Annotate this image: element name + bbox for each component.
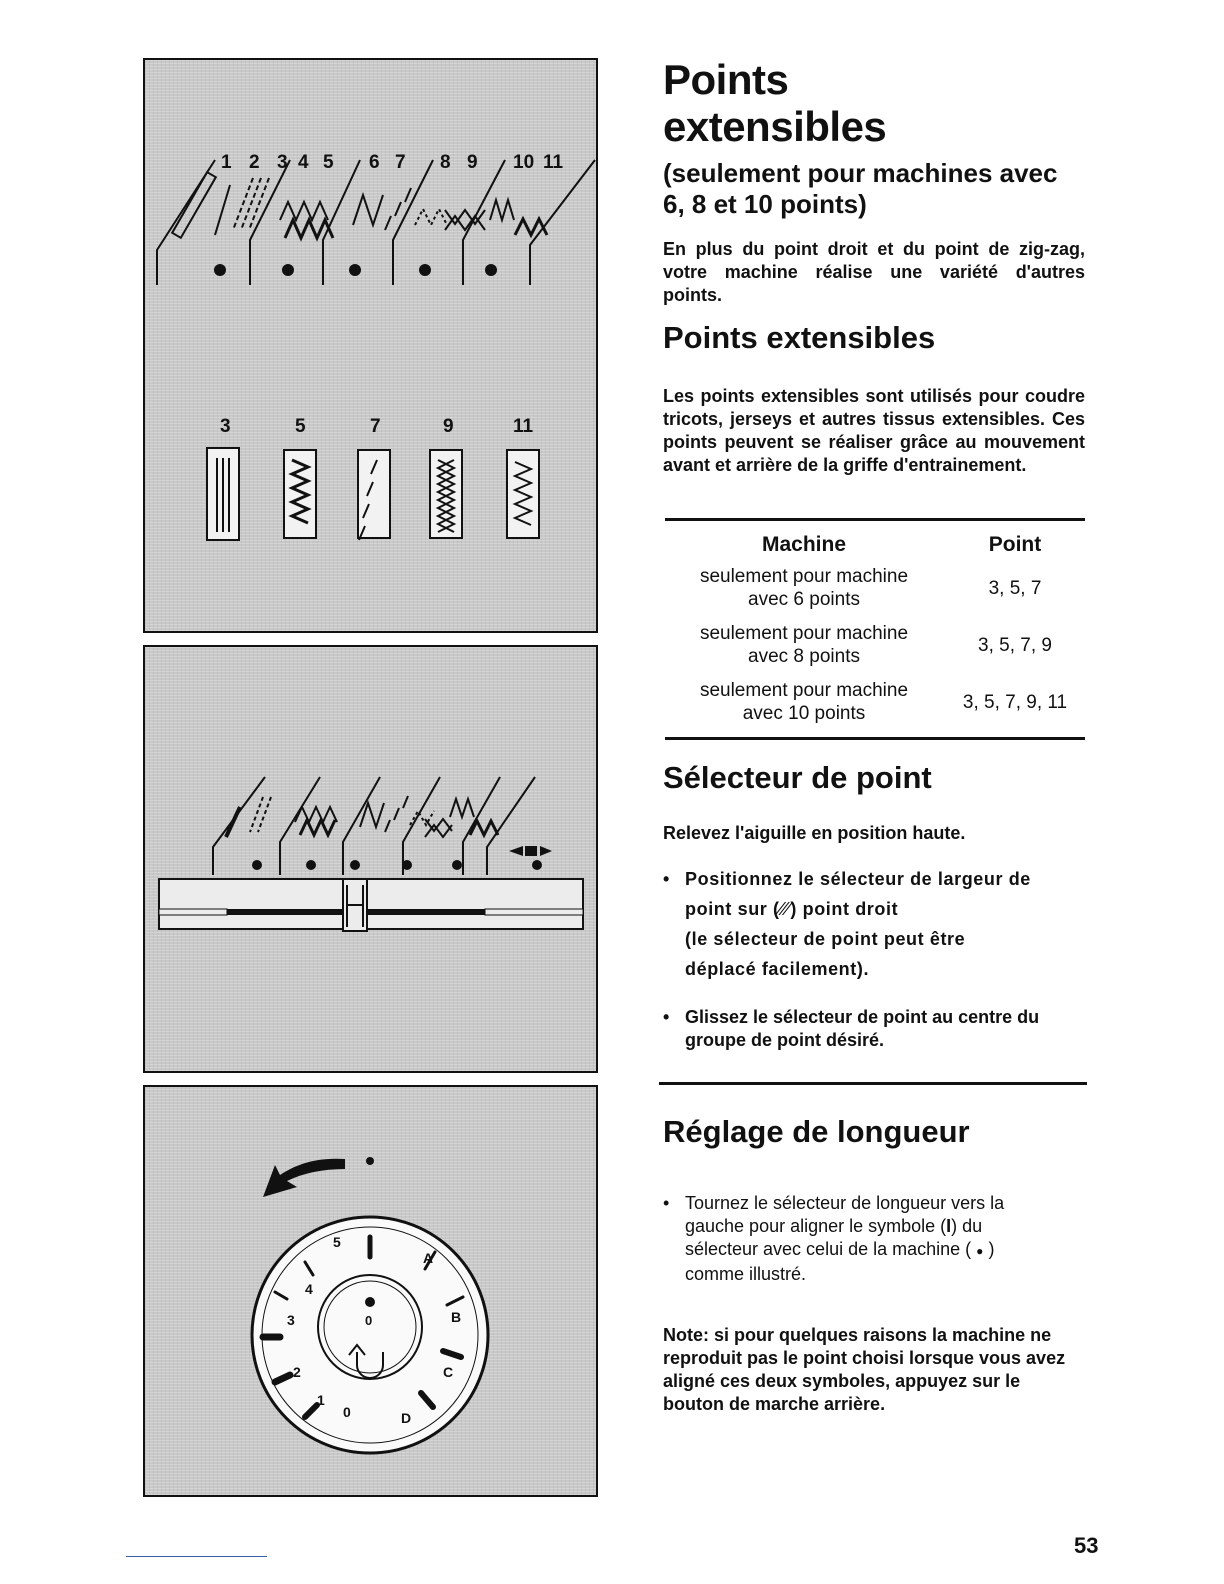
dial-number: 0 — [343, 1404, 351, 1420]
dial-letter: A — [423, 1250, 434, 1266]
list-item: • Glissez le sélecteur de point au centre du groupe de point désiré. — [663, 1006, 1085, 1052]
length-dial-illustration — [145, 1087, 598, 1497]
stitch-number: 8 — [440, 152, 451, 173]
length-dial-figure — [143, 1085, 598, 1497]
table-header-row — [663, 533, 1085, 565]
stitch-number: 10 — [513, 152, 535, 173]
section-divider-rule — [659, 1082, 1087, 1085]
card-number: 3 — [220, 416, 231, 437]
stitch-number: 3 — [277, 152, 288, 173]
stitch-number: 6 — [369, 152, 380, 173]
stitch-selector-illustration — [145, 647, 598, 1073]
stitch-number: 5 — [323, 152, 334, 173]
machine-points-table — [663, 533, 1085, 736]
stitch-selector-figure — [143, 645, 598, 1073]
subtitle-line-1: (seulement pour machines avec — [663, 158, 1058, 188]
stitch-pattern-illustration — [145, 60, 598, 633]
table-top-rule — [665, 518, 1085, 521]
dial-letter: D — [401, 1410, 412, 1426]
table-row — [663, 622, 1085, 679]
main-title — [663, 56, 1085, 150]
subtitle-line-2: 6, 8 et 10 points) — [663, 189, 867, 219]
stitch-number: 1 — [221, 152, 232, 173]
card-number: 7 — [370, 416, 381, 437]
dial-letter: B — [451, 1309, 462, 1325]
stitch-number: 4 — [298, 152, 309, 173]
section-heading-selector: Sélecteur de point — [663, 760, 932, 795]
table-header-point: Point — [988, 533, 1042, 556]
stitch-number: 11 — [543, 152, 564, 173]
selector-symbol-icon: I — [946, 1216, 952, 1236]
table-cell-machine: seulement pour machine avec 6 points — [699, 566, 909, 610]
table-row — [663, 565, 1085, 622]
table-header-machine: Machine — [761, 533, 847, 556]
card-number: 9 — [443, 416, 454, 437]
note-text: si pour quelques raisons la machine ne reproduit pas le point choisi lorsque vous avez aligné ces deux symboles, appuyez sur le bouton de marche arrière. — [663, 1325, 1066, 1414]
page-number: 53 — [1074, 1533, 1099, 1558]
dial-number: 5 — [333, 1234, 341, 1250]
stitch-number: 7 — [395, 152, 406, 173]
note-paragraph — [663, 1324, 1085, 1416]
table-row — [663, 679, 1085, 736]
list-item: • Positionnez le sélecteur de largeur de point sur (⁄⁄⁄) point droit (le sélecteur de point peut être déplacé facilement). — [663, 864, 1085, 984]
selector-instructions — [663, 864, 1085, 1052]
section-heading-stretch: Points extensibles — [663, 320, 936, 355]
straight-stitch-symbol-icon: ⁄⁄⁄ — [779, 899, 791, 919]
table-cell-machine: seulement pour machine avec 8 points — [699, 623, 909, 667]
card-number: 11 — [513, 416, 534, 437]
table-cell-points: 3, 5, 7 — [988, 577, 1042, 599]
machine-dot-symbol-icon: ● — [976, 1244, 984, 1258]
dial-number: 2 — [293, 1364, 301, 1380]
selector-intro: Relevez l'aiguille en position haute. — [663, 823, 966, 843]
intro-paragraph: En plus du point droit et du point de zig-zag, votre machine réalise une variété d'autres points. — [663, 239, 1085, 305]
table-cell-points: 3, 5, 7, 9, 11 — [962, 691, 1068, 713]
machine-mark-dot-icon — [366, 1157, 374, 1165]
table-cell-machine: seulement pour machine avec 10 points — [699, 680, 909, 724]
dial-letter: C — [443, 1364, 454, 1380]
rotate-left-arrow-icon — [263, 1159, 345, 1197]
dial-center-mark: 0 — [365, 1313, 373, 1328]
card-number: 5 — [295, 416, 306, 437]
length-instructions — [663, 1192, 1043, 1286]
stitch-number: 9 — [467, 152, 478, 173]
dial-number: 4 — [305, 1281, 313, 1297]
dial-number: 3 — [287, 1312, 295, 1328]
table-bottom-rule — [665, 737, 1085, 740]
stitch-cards — [207, 448, 539, 540]
footer-line — [126, 1556, 267, 1557]
table-cell-points: 3, 5, 7, 9 — [978, 634, 1052, 656]
subtitle — [663, 158, 1085, 220]
stitch-number: 2 — [249, 152, 260, 173]
title-line-1: Points — [663, 56, 789, 103]
section-heading-length: Réglage de longueur — [663, 1114, 970, 1149]
note-label: Note: — [663, 1325, 709, 1345]
dial-number: 1 — [317, 1392, 325, 1408]
list-item: • Tournez le sélecteur de longueur vers la gauche pour aligner le symbole (I) du sélecteur avec celui de la machine ( ● ) comme illustré. — [663, 1192, 1043, 1286]
stretch-paragraph: Les points extensibles sont utilisés pour coudre tricots, jerseys et autres tissus extensibles. Ces points peuvent se réaliser grâce au mouvement avant et arrière de la griffe d'entrainement. — [663, 386, 1085, 475]
title-line-2: extensibles — [663, 103, 887, 150]
stitch-pattern-figure — [143, 58, 598, 633]
